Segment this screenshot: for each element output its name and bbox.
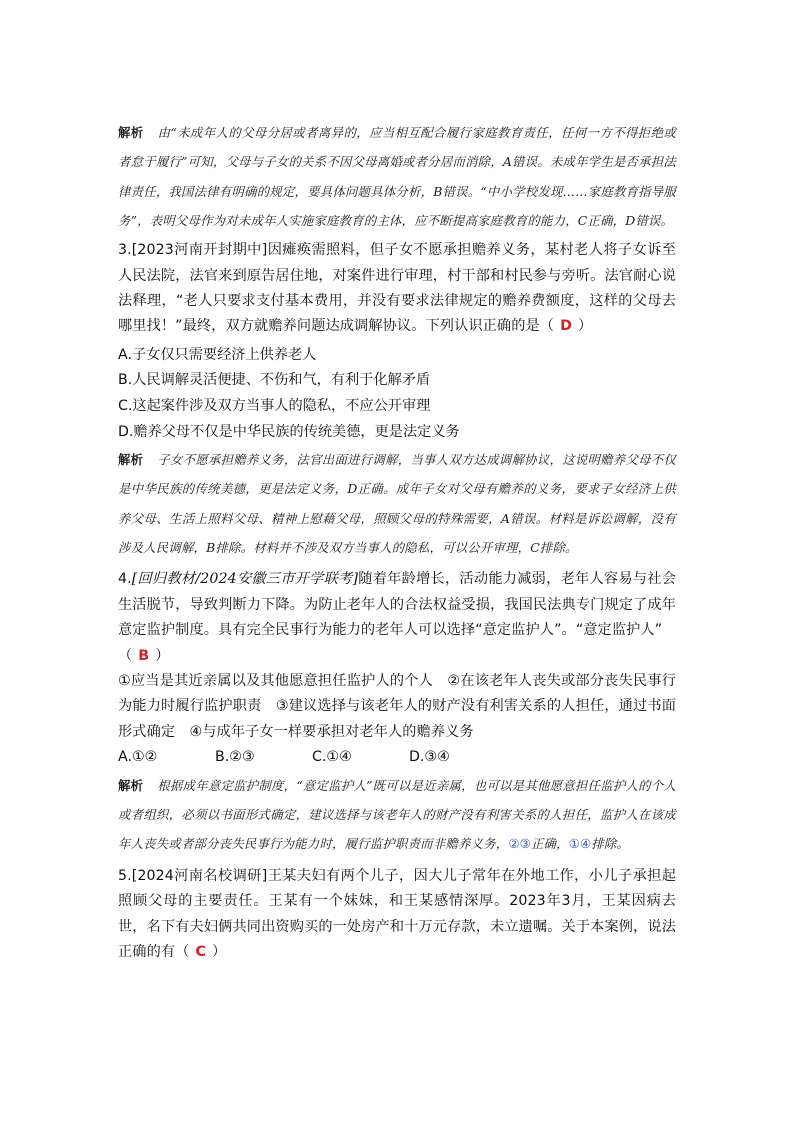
analysis-q3 bbox=[118, 445, 676, 562]
question-3-stem: 3.[2023河南开封期中]因瘫痪需照料，但子女不愿承担赡养义务，某村老人将子女诉至人民法院，法官来到原告居住地，对案件进行审理，村干部和村民参与旁听。法官耐心说法释理，“老人只要求支付基本费用，并没有要求法律规定的赡养费额度，这样的父母去哪里找！”最终，双方就赡养问题达成调解协议。下列认识正确的是（ D ） bbox=[118, 242, 676, 335]
question-4-text: 随着年龄增长，活动能力减弱，老年人容易与社会生活脱节，导致判断力下降。为防止老年人的合法权益受损，我国民法典专门规定了成年意定监护制度。具有完全民事行为能力的老年人可以选择“意定监护人”。“意定监护人” bbox=[118, 571, 677, 639]
analysis-tag: 解析 bbox=[118, 125, 144, 140]
analysis-q3-text: 子女不愿承担赡养义务，法官出面进行调解，当事人双方达成调解协议，这说明赡养父母不仅是中华民族的传统美德，更是法定义务，D正确。成年子女对父母有赡养的义务，要求子女经济上供养父母、生活上照料父母、精神上慰藉父母，照顾父母的特殊需要，A错误。材料是诉讼调解，没有涉及人民调解，B排除。材料并不涉及双方当事人的隐私，可以公开审理，C排除。 bbox=[118, 452, 676, 556]
analysis-q4-excluded: ①④ bbox=[568, 836, 592, 852]
analysis-q4-correct: ②③ bbox=[508, 836, 531, 852]
question-3-number: 3. bbox=[118, 242, 132, 259]
question-5-answer: C bbox=[195, 943, 206, 960]
question-5-number: 5. bbox=[118, 867, 132, 884]
question-3-answer: D bbox=[560, 318, 572, 335]
analysis-q2-text: 由“未成年人的父母分居或者离异的，应当相互配合履行家庭教育责任，任何一方不得拒绝或者怠于履行”可知，父母与子女的关系不因父母离婚或者分居而消除，A错误。未成年学生是否承担法律责任，我国法律有明确的规定，要具体问题具体分析，B错误。“中小学校发现……家庭教育指导服务”，表明父母作为对未成年人实施家庭教育的主体，应不断提高家庭教育的能力，C正确，D错误。 bbox=[118, 125, 676, 228]
analysis-tag: 解析 bbox=[118, 452, 144, 468]
question-4-source: [回归教材/2024安徽三市开学联考] bbox=[131, 571, 359, 588]
analysis-q2 bbox=[118, 118, 676, 235]
question-4-choices bbox=[118, 745, 676, 771]
question-3-option-d: D.赡养父母不仅是中华民族的传统美德，更是法定义务 bbox=[118, 423, 460, 440]
analysis-q4: 解析 根据成年意定监护制度，“意定监护人”既可以是近亲属，也可以是其他愿意担任监护人的个人或者组织，必须以书面形式确定，建议选择与该老年人的财产没有利害关系的人担任，监护人在该成年人丧失或者部分丧失民事行为能力时，履行监护职责而非赡养义务，②③正确，①④排除。 bbox=[118, 777, 676, 852]
question-5-stem: 5.[2024河南名校调研]王某夫妇有两个儿子，因大儿子常年在外地工作，小儿子承担起照顾父母的主要责任。王某有一个妹妹，和王某感情深厚。2023年3月，王某因病去世，名下有夫妇俩共同出资购买的一处房产和十万元存款，未立遗嘱。关于本案例，说法正确的有（ C ） bbox=[118, 867, 676, 960]
question-3-option-c: C.这起案件涉及双方当事人的隐私，不应公开审理 bbox=[118, 398, 431, 414]
question-5-text: 王某夫妇有两个儿子，因大儿子常年在外地工作，小儿子承担起照顾父母的主要责任。王某有一个妹妹，和王某感情深厚。2023年3月，王某因病去世，名下有夫妇俩共同出资购买的一处房产和十万元存款，未立遗嘱。关于本案例，说法正确的有（ bbox=[118, 867, 676, 960]
analysis-q4-text: 根据成年意定监护制度，“意定监护人”既可以是近亲属，也可以是其他愿意担任监护人的个人或者组织，必须以书面形式确定，建议选择与该老年人的财产没有利害关系的人担任，监护人在该成年人丧失或者部分丧失民事行为能力时，履行监护职责而非赡养义务， bbox=[118, 777, 676, 852]
question-3-option-b: B.人民调解灵活便捷、不伤和气，有利于化解矛盾 bbox=[118, 372, 431, 389]
question-4-choice-c: C.①④ bbox=[312, 749, 352, 766]
question-4-statements: ①应当是其近亲属以及其他愿意担任监护人的个人 ②在该老年人丧失或部分丧失民事行为能力时履行监护职责 ③建议选择与该老年人的财产没有利害关系的人担任，通过书面形式确定 ④与成年子女一样要承担对老年人的赡养义务 bbox=[118, 673, 676, 740]
document-page bbox=[118, 118, 676, 965]
question-4-answer: B bbox=[138, 647, 150, 664]
question-4-choice-b: B.②③ bbox=[215, 749, 255, 766]
question-4-choice-a: A.①② bbox=[118, 749, 158, 766]
question-5-source: [2024河南名校调研] bbox=[131, 867, 268, 884]
question-4-number: 4. bbox=[118, 571, 132, 588]
analysis-tag: 解析 bbox=[118, 777, 144, 793]
question-4-choice-d: D.③④ bbox=[409, 749, 450, 766]
question-4-stem: 4.[回归教材/2024安徽三市开学联考]随着年龄增长，活动能力减弱，老年人容易与社会生活脱节，导致判断力下降。为防止老年人的合法权益受损，我国民法典专门规定了成年意定监护制度。具有完全民事行为能力的老年人可以选择“意定监护人”。“意定监护人” （ B ） bbox=[118, 571, 677, 664]
question-3-text: 因瘫痪需照料，但子女不愿承担赡养义务，某村老人将子女诉至人民法院，法官来到原告居住地，对案件进行审理，村干部和村民参与旁听。法官耐心说法释理，“老人只要求支付基本费用，并没有要求法律规定的赡养费额度，这样的父母去哪里找！”最终，双方就赡养问题达成调解协议。下列认识正确的是（ bbox=[118, 242, 676, 335]
question-3-source: [2023河南开封期中] bbox=[131, 242, 268, 259]
question-3-option-a: A.子女仅只需要经济上供养老人 bbox=[118, 346, 317, 363]
